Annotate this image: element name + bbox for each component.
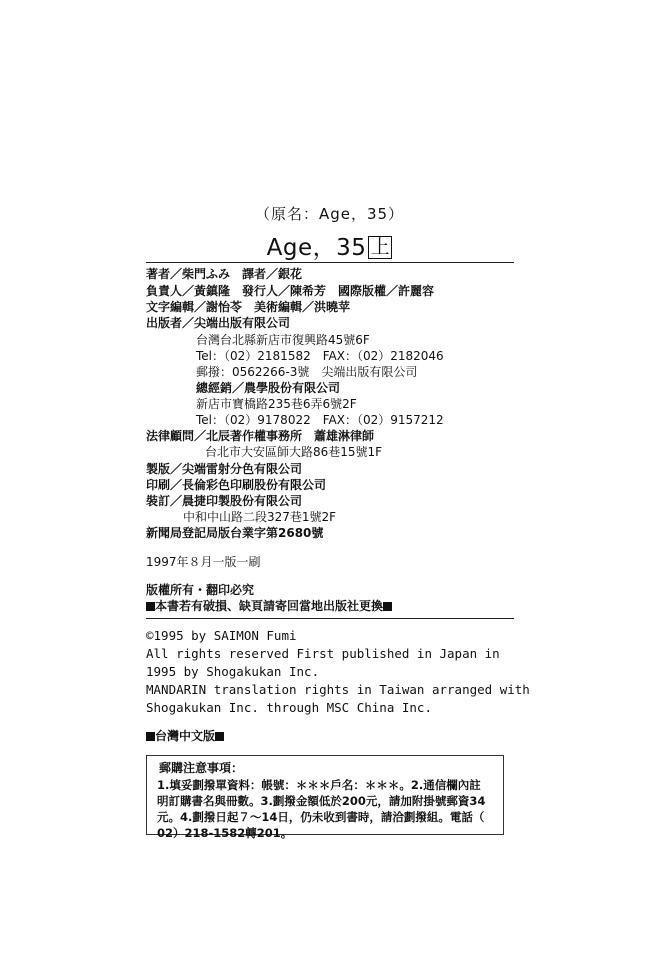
- credits-line-1: 著者／柴門ふみ 譯者／銀花: [146, 267, 303, 281]
- black-square-icon: [215, 732, 224, 741]
- notice-line-1: 1.填妥劃撥單資料：帳號：＊＊＊戶名：＊＊＊。2.通信欄內註: [157, 778, 481, 792]
- registration-number: 新聞局登記局版台業字第2680號: [146, 526, 324, 540]
- copyright-line-5: Shogakukan Inc. through MSC China Inc.: [146, 700, 432, 715]
- black-square-icon: [146, 732, 155, 741]
- credits-line-3: 文字編輯／謝怡苓 美術編輯／洪曉苹: [146, 300, 351, 314]
- mail-order-notice: [146, 755, 504, 840]
- rights-line-2: [146, 598, 392, 614]
- book-title: Age，35: [266, 235, 367, 261]
- notice-line-4: 02）218-1582轉201。: [157, 826, 293, 840]
- distributor-phone: Tel：（02）9178022 FAX：（02）9157212: [196, 413, 444, 427]
- original-title: （原名：Age，35）: [254, 205, 405, 223]
- legal-address: 台北市大安區師大路86巷15號1F: [205, 445, 383, 459]
- edition-date: 1997年８月一版一刷: [146, 555, 261, 569]
- copyright-line-3: 1995 by Shogakukan Inc.: [146, 664, 320, 679]
- copyright-line-2: All rights reserved First published in Japan in: [146, 646, 500, 661]
- book-title-row: [0, 229, 659, 262]
- rights-line-2-text: 本書若有破損、缺頁請寄回當地出版社更換: [155, 599, 384, 613]
- credits-line-2: 負責人／黃鎮隆 發行人／陳希芳 國際版權／許麗容: [146, 284, 435, 298]
- publisher-postal: 郵撥：0562266-3號 尖端出版有限公司: [196, 365, 418, 379]
- publisher-phone: Tel：（02）2181582 FAX：（02）2182046: [196, 349, 444, 363]
- binding-address: 中和中山路二段327巷1號2F: [183, 510, 337, 524]
- printing: 印刷／長倫彩色印刷股份有限公司: [146, 478, 327, 492]
- notice-line-3: 元。4.劃撥日起７～14日，仍未收到書時，請洽劃撥組。電話（: [157, 810, 485, 824]
- volume-mark: 上: [368, 236, 392, 259]
- rights-line-1: 版權所有・翻印必究: [146, 583, 255, 597]
- copyright-line-1: ©1995 by SAIMON Fumi: [146, 628, 297, 643]
- plate-making: 製版／尖端雷射分色有限公司: [146, 462, 303, 476]
- publisher-label: 出版者／尖端出版有限公司: [146, 316, 291, 330]
- edition-tag-text: 台灣中文版: [155, 729, 216, 743]
- binding: 裝訂／晨捷印製股份有限公司: [146, 494, 303, 508]
- black-square-icon: [383, 602, 392, 611]
- distributor-address: 新店市寶橋路235巷6弄6號2F: [196, 397, 357, 411]
- black-square-icon: [146, 602, 155, 611]
- publisher-address: 台灣台北縣新店市復興路45號6F: [196, 333, 370, 347]
- notice-title: 郵購注意事項：: [159, 761, 244, 775]
- middle-rule: [146, 618, 514, 619]
- copyright-line-4: MANDARIN translation rights in Taiwan arranged with: [146, 682, 530, 697]
- distributor-label: 總經銷／農學股份有限公司: [196, 381, 341, 395]
- top-rule: [146, 262, 514, 263]
- notice-line-2: 明訂購書名與冊數。3.劃撥金額低於200元，請加附掛號郵資34: [157, 794, 486, 808]
- edition-tag: [146, 728, 224, 744]
- legal-label: 法律顧問／北辰著作權事務所 蕭雄淋律師: [146, 429, 375, 443]
